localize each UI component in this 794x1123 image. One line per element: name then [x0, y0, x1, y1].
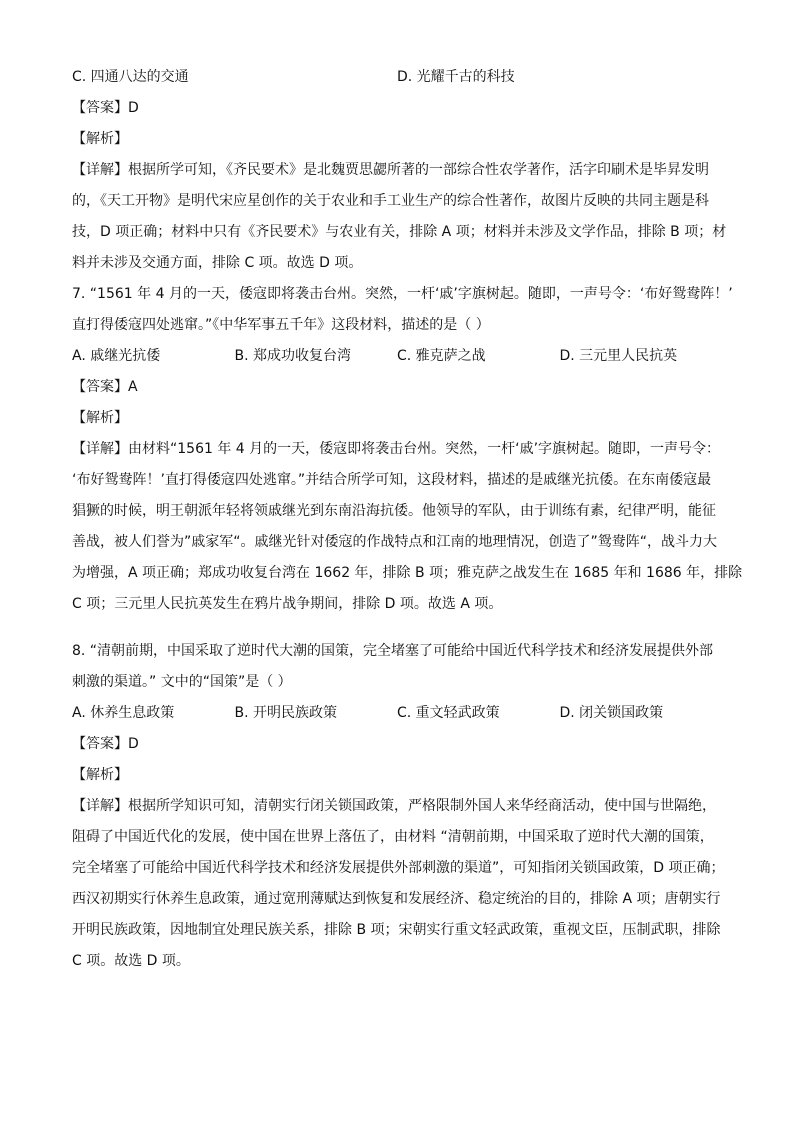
q7-detail-line: C 项；三元里人民抗英发生在鸦片战争期间，排除 D 项。故选 A 项。	[72, 596, 503, 612]
q8-detail-line: 西汉初期实行休养生息政策，通过宽刑薄赋达到恢复和发展经济、稳定统治的目的，排除 A 项；唐朝实行	[72, 891, 721, 907]
q6-detail-line: 【详解】根据所学可知，《齐民要术》是北魏贾思勰所著的一部综合性农学著作，活字印刷术是毕昇发明	[72, 162, 709, 178]
q8-detail-line: 完全堵塞了可能给中国近代科学技术和经济发展提供外部刺激的渠道”，可知指闭关锁国政策，D 项正确；	[72, 860, 725, 876]
q7-stem-line: 直打得倭寇四处逃窜。”《中华军事五千年》这段材料，描述的是（ ）	[72, 317, 490, 333]
q7-detail-line: 【详解】由材料“1561 年 4 月的一天，倭寇即将袭击台州。突然，一杆‘戚’字旗树起。随即，一声号令：	[72, 441, 721, 457]
q7-detail-line: 为增强，A 项正确；郑成功收复台湾在 1662 年，排除 B 项；雅克萨之战发生在 1685 年和 1686 年，排除	[72, 565, 743, 581]
q6-answer: 【答案】D	[72, 100, 139, 116]
q8-detail-line: 【详解】根据所学知识可知，清朝实行闭关锁国政策，严格限制外国人来华经商活动，使中国与世隔绝，	[72, 798, 716, 814]
q7-detail-line: 善战，被人们誉为”戚家军“。戚继光针对倭寇的作战特点和江南的地理情况，创造了”鸳鸯阵“，战斗力大	[72, 534, 718, 550]
q6-analysis-heading: 【解析】	[72, 131, 128, 147]
q8-analysis-heading: 【解析】	[72, 767, 128, 783]
q6-options-row	[72, 62, 722, 93]
section-spacer	[72, 620, 722, 636]
q7-options-row	[72, 341, 722, 372]
q7-detail-line: 猖獗的时候，明王朝派年轻将领戚继光到东南沿海抗倭。他领导的军队，由于训练有素，纪律严明，能征	[72, 503, 716, 519]
document-page	[72, 62, 743, 977]
q6-option-c: C. 四通八达的交通	[72, 69, 189, 85]
q8-option-b: B. 开明民族政策	[234, 705, 338, 721]
q7-option-c: C. 雅克萨之战	[397, 348, 486, 364]
q6-detail-line: 的，《天工开物》是明代宋应星创作的关于农业和手工业生产的综合性著作，故图片反映的共同主题是科	[72, 193, 709, 209]
q7-stem-line: 7. “1561 年 4 月的一天，倭寇即将袭击台州。突然，一杆‘戚’字旗树起。随即，一声号令：‘布好鸳鸯阵！’	[72, 286, 733, 302]
q7-analysis-heading: 【解析】	[72, 410, 128, 426]
q8-option-c: C. 重文轻武政策	[397, 705, 500, 721]
q8-detail-line: 开明民族政策，因地制宜处理民族关系，排除 B 项；宋朝实行重文轻武政策，重视文臣，压制武职，排除	[72, 922, 721, 938]
q8-detail-line: 阻碍了中国近代化的发展，使中国在世界上落伍了，由材料 “清朝前期，中国采取了逆时代大潮的国策，	[72, 829, 714, 845]
q7-detail-line: ‘布好鸳鸯阵！’直打得倭寇四处逃窜。”并结合所学可知，这段材料，描述的是戚继光抗倭。在东南倭寇最	[72, 472, 712, 488]
q8-option-a: A. 休养生息政策	[72, 705, 175, 721]
q7-option-d: D. 三元里人民抗英	[559, 348, 678, 364]
q7-option-a: A. 戚继光抗倭	[72, 348, 161, 364]
q8-options-row	[72, 698, 722, 729]
q8-stem-line: 刺激的渠道。” 文中的“国策”是（ ）	[72, 674, 292, 690]
q7-answer: 【答案】A	[72, 379, 138, 395]
q6-option-d: D. 光耀千古的科技	[397, 69, 515, 85]
q6-detail-line: 料并未涉及交通方面，排除 C 项。故选 D 项。	[72, 255, 363, 271]
q7-option-b: B. 郑成功收复台湾	[234, 348, 352, 364]
q6-detail-line: 技，D 项正确；材料中只有《齐民要术》与农业有关，排除 A 项；材料并未涉及文学作品，排除 B 项；材	[72, 224, 727, 240]
q8-detail-line: C 项。故选 D 项。	[72, 953, 190, 969]
q8-option-d: D. 闭关锁国政策	[559, 705, 664, 721]
q8-stem-line: 8. “清朝前期，中国采取了逆时代大潮的国策，完全堵塞了可能给中国近代科学技术和经济发展提供外部	[72, 643, 714, 659]
q8-answer: 【答案】D	[72, 736, 139, 752]
